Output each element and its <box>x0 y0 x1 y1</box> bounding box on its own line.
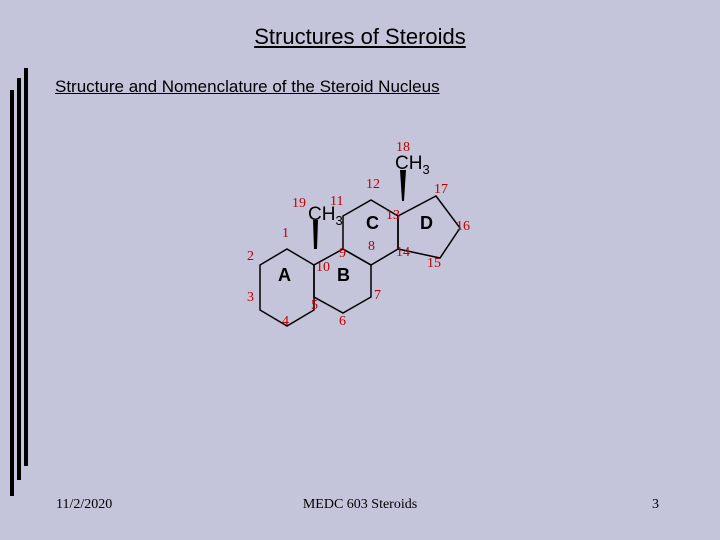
ring-b-label: B <box>337 265 350 285</box>
carbon-number-17: 17 <box>434 182 448 197</box>
carbon-number-5: 5 <box>311 298 318 313</box>
carbon-number-3: 3 <box>247 290 254 305</box>
footer-page-number: 3 <box>652 497 659 512</box>
carbon-number-18: 18 <box>396 140 410 155</box>
carbon-number-2: 2 <box>247 249 254 264</box>
carbon-number-9: 9 <box>339 246 346 261</box>
carbon-number-6: 6 <box>339 314 346 329</box>
carbon-number-15: 15 <box>427 256 441 271</box>
carbon-number-7: 7 <box>374 288 381 303</box>
footer-course-name: MEDC 603 Steroids <box>302 497 418 512</box>
ring-a-label: A <box>278 265 291 285</box>
carbon-number-14: 14 <box>396 245 410 260</box>
carbon-number-1: 1 <box>282 226 289 241</box>
carbon-number-11: 11 <box>330 194 344 209</box>
ring-d-label: D <box>420 213 433 233</box>
c19-methyl-label: $CH_3$ <box>308 204 343 228</box>
footer-date: 11/2/2020 <box>56 497 113 512</box>
carbon-number-4: 4 <box>282 314 289 329</box>
ring-c-label: C <box>366 213 379 233</box>
slide-title: Structures of Steroids <box>254 24 466 49</box>
slide-subtitle: Structure and Nomenclature of the Steroid Nucleus <box>55 77 440 96</box>
c18-methyl-label: $CH_3$ <box>395 153 430 177</box>
carbon-number-19: 19 <box>292 196 306 211</box>
c18-wedge-bond <box>400 170 406 201</box>
carbon-number-12: 12 <box>366 177 380 192</box>
carbon-number-10: 10 <box>316 260 330 275</box>
carbon-number-16: 16 <box>456 219 470 234</box>
carbon-number-8: 8 <box>368 239 375 254</box>
carbon-number-13: 13 <box>386 208 400 223</box>
